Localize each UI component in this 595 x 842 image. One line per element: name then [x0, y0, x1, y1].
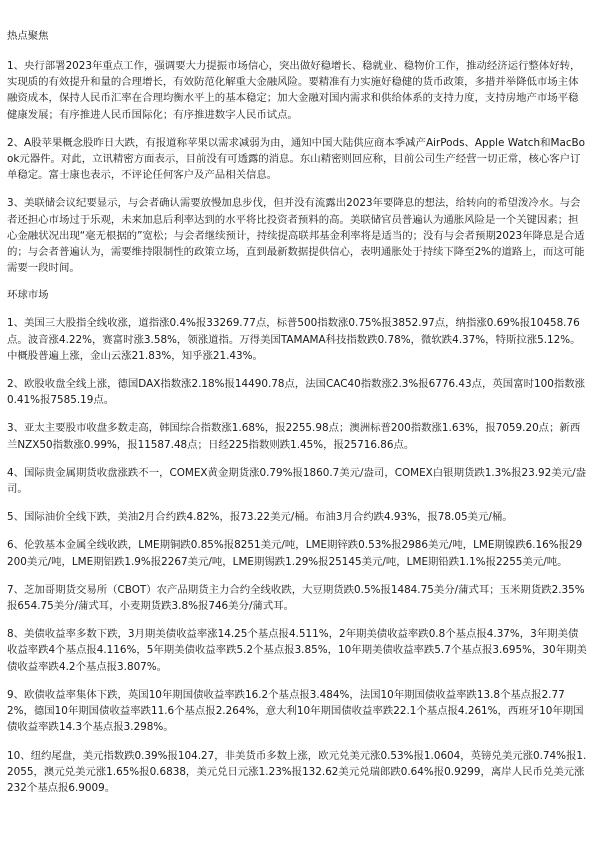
section-title-hot-focus: 热点聚焦	[7, 30, 49, 42]
paragraph: 3、美联储会议纪要显示，与会者确认需要放慢加息步伐，但并没有流露出2023年要降息的想法，给转向的希望泼冷水。与会者还担心市场过于乐观，未来加息后利率达到的水平将比投资者预料的高。美联储官员普遍认为通胀风险是一个关键因素；担心金融状况出现“毫无根据的”宽松；与会者继续预计，持续提高联邦基金利率将是适当的；没有与会者预期2023年降息是合适的；与会者普遍认为，需要维持限制性的政策立场，直到最新数据提供信心，表明通胀处于持续下降至2%的道路上，而这可能需要一段时间。	[7, 197, 585, 275]
paragraph: 1、央行部署2023年重点工作，强调要大力提振市场信心，突出做好稳增长、稳就业、稳物价工作，推动经济运行整体好转，实现质的有效提升和量的合理增长，有效防范化解重大金融风险。要精准有力实施好稳健的货币政策，多措并举降低市场主体融资成本，保持人民币汇率在合理均衡水平上的基本稳定；加大金融对国内需求和供给体系的支持力度，支持房地产市场平稳健康发展；有序推进人民币国际化；有序推进数字人民币试点。	[7, 60, 581, 121]
paragraph: 7、芝加哥期货交易所（CBOT）农产品期货主力合约全线收跌，大豆期货跌0.5%报1484.75美分/蒲式耳；玉米期货跌2.35%报654.75美分/蒲式耳，小麦期货跌3.8%报746美分/蒲式耳。	[7, 583, 585, 613]
paragraph: 9、欧债收益率集体下跌，英国10年期国债收益率跌16.2个基点报3.484%，法国10年期国债收益率跌13.8个基点报2.772%，德国10年期国债收益率跌11.6个基点报2.264%，意大利10年期国债收益率跌22.1个基点报4.261%，西班牙10年期国债收益率跌14.3个基点报3.298%。	[7, 688, 584, 734]
paragraph: 4、国际贵金属期货收盘涨跌不一，COMEX黄金期货涨0.79%报1860.7美元/盎司，COMEX白银期货跌1.3%报23.92美元/盎司。	[7, 466, 586, 496]
paragraph: 6、伦敦基本金属全线收跌，LME期铜跌0.85%报8251美元/吨，LME期锌跌0.53%报2986美元/吨，LME期镍跌6.16%报29200美元/吨，LME期铝跌1.9%报2267美元/吨，LME期锡跌1.29%报25145美元/吨，LME期铅跌1.1%报2255美元/吨。	[7, 539, 583, 568]
paragraph: 8、美债收益率多数下跌，3月期美债收益率涨14.25个基点报4.511%，2年期美债收益率跌0.8个基点报4.37%，3年期美债收益率跌4个基点报4.116%，5年期美债收益率跌5.2个基点报3.85%，10年期美债收益率跌5.7个基点报3.695%，30年期美债收益率跌4.2个基点报3.807%。	[7, 628, 587, 673]
section-title-global-markets: 环球市场	[7, 289, 49, 302]
paragraph: 1、美国三大股指全线收涨，道指涨0.4%报33269.77点，标普500指数涨0.75%报3852.97点，纳指涨0.69%报10458.76点。波音涨4.22%，赛富时涨3.58%，领涨道指。万得美国TAMAMA科技指数跌0.78%，微软跌4.37%，特斯拉涨5.12%。中概股普遍上涨，金山云涨21.83%，知乎涨21.43%。	[7, 317, 581, 362]
paragraph: 2、A股苹果概念股昨日大跌，有报道称苹果以需求减弱为由，通知中国大陆供应商本季减产AirPods、Apple Watch和MacBook元器件。对此，立讯精密方面表示，目前没有可透露的消息。东山精密则回应称，目前公司生产经营一切正常，核心客户订单稳定。富士康也表示，不评论任何客户及产品相关信息。	[7, 136, 586, 182]
paragraph: 10、纽约尾盘，美元指数跌0.39%报104.27，非美货币多数上涨，欧元兑美元涨0.53%报1.0604，英镑兑美元涨0.74%报1.2055，澳元兑美元涨1.65%报0.6838，美元兑日元涨1.23%报132.62美元兑瑞郎跌0.64%报0.9299，离岸人民币兑美元涨232个基点报6.9009。	[7, 749, 587, 794]
paragraph: 3、亚太主要股市收盘多数走高，韩国综合指数涨1.68%，报2255.98点；澳洲标普200指数涨1.63%，报7059.20点；新西兰NZX50指数涨0.99%，报11587.48点；日经225指数则跌1.45%，报25716.86点。	[7, 422, 581, 451]
paragraph: 2、欧股收盘全线上涨，德国DAX指数涨2.18%报14490.78点，法国CAC40指数涨2.3%报6776.43点，英国富时100指数涨0.41%报7585.19点。	[7, 378, 585, 407]
paragraph: 5、国际油价全线下跌，美油2月合约跌4.82%，报73.22美元/桶。布油3月合约跌4.93%，报78.05美元/桶。	[7, 511, 513, 524]
